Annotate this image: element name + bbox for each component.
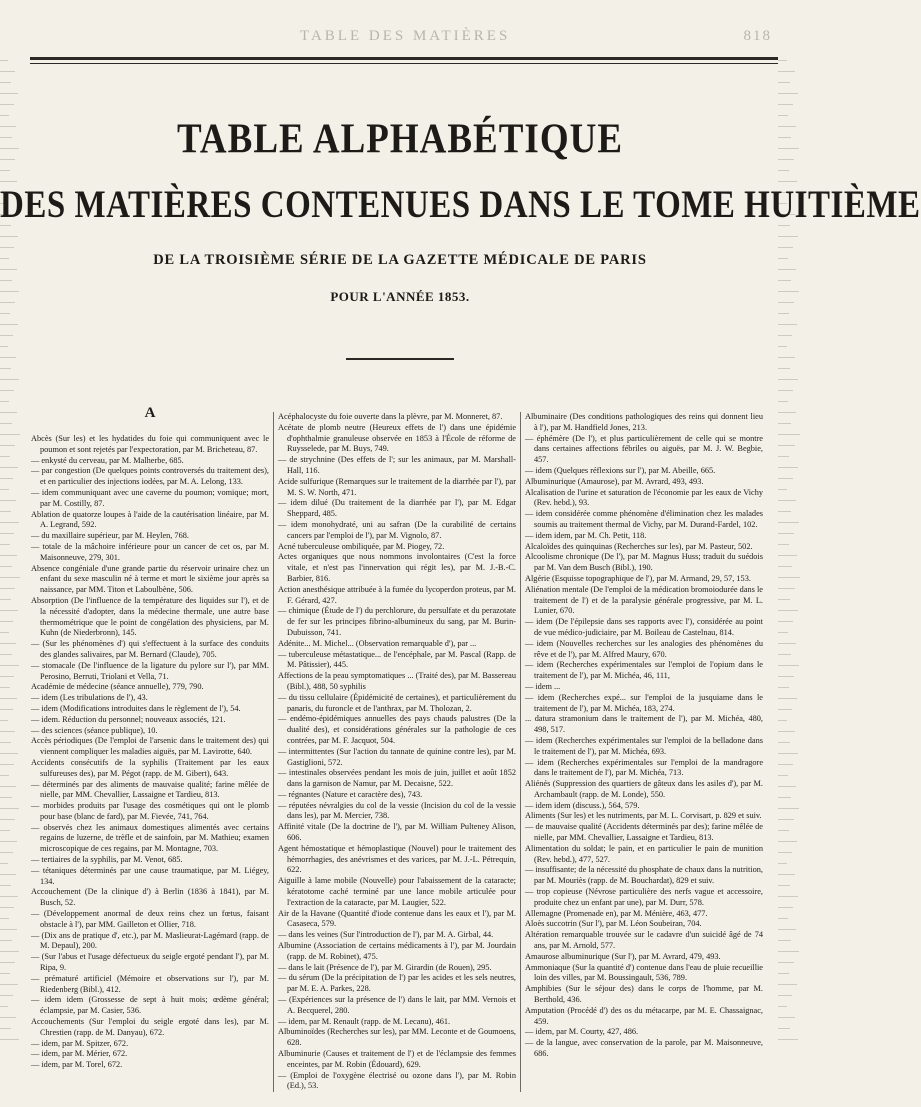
index-entry: — stomacale (De l'influence de la ligature du pylore sur l'), par MM. Perosino, Berruti, Triolani et Vella, 71. xyxy=(31,660,269,681)
index-entry: — (Dix ans de pratique d', etc.), par M. Maslieurat-Lagémard (rapp. de M. Depaul), 200. xyxy=(31,930,269,951)
index-entry: — du tissu cellulaire (Épidémicité de certaines), et particulièrement du panaris, du furoncle et de l'anthrax, par M. Tholozan, 2. xyxy=(278,692,516,713)
index-entry: — (Sur les phénomènes d') qui s'effectuent à la surface des conduits des glandes salivaires, par M. Bernard (Claude), 705. xyxy=(31,639,269,659)
column-entries xyxy=(31,434,269,1071)
index-entry: — intermittentes (Sur l'action du tannate de quinine contre les), par M. Gastiglioni, 572. xyxy=(278,746,516,767)
index-entry: Amaurose albuminurique (Sur l'), par M. Avrard, 479, 493. xyxy=(525,951,721,961)
index-entry: Accès périodiques (De l'emploi de l'arsenic dans le traitement des) qui viennent compliquer les maladies aiguës, par M. Lavirotte, 640. xyxy=(31,736,269,757)
index-entry: Accidents consécutifs de la syphilis (Traitement par les eaux sulfureuses des), par M. Pégot (rapp. de M. Gibert), 643. xyxy=(31,757,269,778)
index-entry: Albuminaire (Des conditions pathologiques des reins qui donnent lieu à l'), par M. Handfield Jones, 213. xyxy=(525,412,763,432)
index-entry: — idem (Recherches expérimentales sur l'emploi de l'opium dans le traitement de l'), par M. Michéa, 46, 111, xyxy=(525,660,763,681)
index-entry: — dans les veines (Sur l'introduction de l'), par M. A. Girbal, 44. xyxy=(278,930,494,940)
index-entry: Albuminurique (Amaurose), par M. Avrard, 493, 493. xyxy=(525,476,704,486)
index-entry: — des sciences (séance publique), 10. xyxy=(31,725,158,735)
index-entry: — idem idem (discuss.), 564, 579. xyxy=(525,800,640,810)
index-entry: ... datura stramonium dans le traitement de l'), par M. Michéa, 480, 498, 517. xyxy=(525,714,763,735)
index-entry: Aloès succotrin (Sur l'), par M. Léon Soubeiran, 704. xyxy=(525,919,702,929)
index-entry: Alcalisation de l'urine et saturation de l'économie par les eaux de Vichy (Rev. hebd.), 93. xyxy=(525,487,763,508)
title-block xyxy=(0,115,921,305)
index-entry: Allemagne (Promenade en), par M. Ménière, 463, 477. xyxy=(525,908,708,918)
index-entry: — idem (Quelques réflexions sur l'), par M. Abeille, 665. xyxy=(525,465,716,475)
index-entry: — idem (Nouvelles recherches sur les analogies des phénomènes du rêve et de l'), par M. Alfred Maury, 670. xyxy=(525,638,763,659)
index-entry: — idem communiquant avec une caverne du poumon; vomique; mort, par M. Costilly, 87. xyxy=(31,487,269,508)
index-column-2 xyxy=(278,412,516,1102)
index-entry: Ammoniaque (Sur la quantité d') contenue dans l'eau de pluie recueillie loin des villes, par M. Boussingault, 536, 789. xyxy=(525,962,763,983)
index-entry: Acide sulfurique (Remarques sur le traitement de la diarrhée par l'), par M. S. W. North, 471. xyxy=(278,476,516,497)
index-entry: — idem (Recherches expérimentales sur l'emploi de la mandragore dans le traitement de l'), par M. Michéa, 713. xyxy=(525,757,763,778)
index-entry: — (Sur l'abus et l'usage défectueux du seigle ergoté pendant l'), par M. Ripa, 9. xyxy=(31,952,269,973)
index-entry: — réputées névralgies du col de la vessie (Incision du col de la vessie dans les), par M. Mercier, 738. xyxy=(278,800,516,821)
index-entry: — idem, par M. Mérier, 672. xyxy=(31,1049,128,1059)
index-entry: Affections de la peau symptomatiques ... (Traité des), par M. Bassereau (Bibl.), 488, 50 syphilis xyxy=(278,671,516,691)
index-entry: — tertiaires de la syphilis, par M. Venot, 685. xyxy=(31,855,183,865)
index-entry: — chimique (Étude de l') du perchlorure, du persulfate et du perazotate de fer sur les principes fibrino-albumineux du sang, par M. Burin-Dubuisson, 741. xyxy=(278,606,516,637)
index-entry: Ablation de quatorze loupes à l'aide de la cautérisation linéaire, par M. A. Legrand, 592. xyxy=(31,509,269,530)
index-entry: Albuminoïdes (Recherches sur les), par MM. Leconte et de Goumoens, 628. xyxy=(278,1027,516,1048)
index-entry: — de la langue, avec conservation de la parole, par M. Maisonneuve, 686. xyxy=(525,1038,763,1059)
index-column-3 xyxy=(525,412,763,1102)
index-entry: — totale de la mâchoire inférieure pour un cancer de cet os, par M. Maisonneuve, 279, 301. xyxy=(31,541,269,562)
index-entry: Amputation (Procédé d') des os du métacarpe, par M. E. Chassaignac, 459. xyxy=(525,1005,763,1026)
title-line-3: DE LA TROISIÈME SÉRIE DE LA GAZETTE MÉDICALE DE PARIS xyxy=(153,252,647,268)
index-entry: — dans le lait (Présence de l'), par M. Girardin (de Rouen), 295. xyxy=(278,962,492,972)
index-entry: Accouchement (De la clinique d') à Berlin (1836 à 1841), par M. Busch, 52. xyxy=(31,887,269,908)
index-entry: Accouchements (Sur l'emploi du seigle ergoté dans les), par M. Chrestien (rapp. de M. Danyau), 672. xyxy=(31,1017,269,1037)
index-entry: — idem dilué (Du traitement de la diarrhée par l'), par M. Edgar Sheppard, 485. xyxy=(278,498,516,519)
index-entry: Altération remarquable trouvée sur le cadavre d'un suicidé âgé de 74 ans, par M. Arnold, 577. xyxy=(525,930,763,951)
index-entry: — tétaniques déterminés par une cause traumatique, par M. Liégey, 134. xyxy=(31,865,269,886)
index-entry: Académie de médecine (séance annuelle), 779, 790. xyxy=(31,682,204,692)
index-entry: — insuffisante; de la nécessité du phosphate de chaux dans la nutrition, par M. Mouriès (rapp. de M. Bouchardat), 829 et suiv. xyxy=(525,865,763,886)
index-entry: Abcès (Sur les) et les hydatides du foie qui communiquent avec le poumon et sont rejetés par l'expectoration, par M. Bricheteau, 87. xyxy=(31,434,269,454)
index-entry: Albumine (Association de certains médicaments à l'), par M. Jourdain (rapp. de M. Robinet), 475. xyxy=(278,941,516,961)
index-entry: — idem considérée comme phénomène d'élimination chez les malades soumis au traitement thermal de Vichy, par M. Durand-Fardel, 102. xyxy=(525,509,763,529)
title-line-4: POUR L'ANNÉE 1853. xyxy=(330,289,470,304)
title-line-1: TABLE ALPHABÉTIQUE xyxy=(176,115,623,164)
index-entry: — idem. Réduction du personnel; nouveaux associés, 121. xyxy=(31,714,226,724)
index-entry: — du maxillaire supérieur, par M. Heylen, 768. xyxy=(31,531,189,541)
index-entry: — morbides produits par l'usage des cosmétiques qui ont le plomb pour base (blanc de fard), par M. Fievée, 741, 764. xyxy=(31,801,269,821)
index-entry: Action anesthésique attribuée à la fumée du lycoperdon proteus, par M. F. Gérard, 427. xyxy=(278,584,516,605)
page-number: 818 xyxy=(743,28,772,44)
header-rule-thick xyxy=(30,57,778,60)
index-entry: — idem, par M. Courty, 427, 486. xyxy=(525,1027,639,1037)
index-entry: — idem (De l'épilepsie dans ses rapports avec l'), considérée au point de vue médico-judiciaire, par M. Boileau de Castelnau, 814. xyxy=(525,617,763,637)
index-entry: — (Développement anormal de deux reins chez un fœtus, faisant obstacle à l'), par MM. Gailleton et Ollier, 718. xyxy=(31,909,269,929)
index-entry: — idem (Modifications introduites dans le règlement de l'), 54. xyxy=(31,703,241,713)
index-entry: — déterminés par des aliments de mauvaise qualité; farine mêlée de nielle, par MM. Chevallier, Lassaigne et Tardieu, 813. xyxy=(31,779,269,800)
index-entry: Acétate de plomb neutre (Heureux effets de l') dans une épidémie d'ophthalmie granuleuse observée en 1853 à l'École de réforme de Ruysselede, par M. Buys, 749. xyxy=(278,422,516,454)
index-entry: — idem idem (Grossesse de sept à huit mois; œdème général; éclampsie, par M. Casier, 536. xyxy=(31,995,269,1016)
index-entry: Absorption (De l'influence de la température des liquides sur l'), et de la nécessité d'adopter, dans la médecine thermale, une autre base thermométrique que le point de congélation des physiciens, par M. Kuhn (de Niederbronn), 145. xyxy=(31,595,269,638)
index-entry: Algérie (Esquisse topographique de l'), par M. Armand, 29, 57, 153. xyxy=(525,573,751,583)
title-rule xyxy=(346,358,454,360)
index-entry: — idem monohydraté, uni au safran (De la curabilité de certains cancers par l'emploi de l'), par M. Vignolo, 87. xyxy=(278,519,516,540)
index-entry: — idem ... xyxy=(525,681,561,691)
index-entry: — idem (Les tribulations de l'), 43. xyxy=(31,693,148,703)
index-entry: Aiguille à lame mobile (Nouvelle) pour l'abaissement de la cataracte; kératotome caché terminé par une lance mobile articulée pour l'extraction de la cataracte, par M. Laugier, 522. xyxy=(278,876,516,907)
index-entry: Alcoolisme chronique (De l'), par M. Magnus Huss; traduit du suédois par M. Van dem Busch (Bibl.), 190. xyxy=(525,552,763,573)
index-entry: Acéphalocyste du foie ouverte dans la plèvre, par M. Monneret, 87. xyxy=(278,412,503,421)
index-entry: — de mauvaise qualité (Accidents déterminés par des); farine mêlée de nielle, par MM. Chevallier, Lassaigne et Tardieu, 813. xyxy=(525,822,763,843)
index-column-1 xyxy=(31,405,269,1098)
column-divider xyxy=(520,412,521,1092)
index-entry: Amphibies (Sur le séjour des) dans le corps de l'homme, par M. Berthold, 436. xyxy=(525,984,763,1005)
index-entry: Actes organiques que nous nommons involontaires (C'est la force vitale, et n'est pas l'innervation qui régit les), par M. J.-B.-C. Barbier, 816. xyxy=(278,552,516,583)
index-entry: Alcaloïdes des quinquinas (Recherches sur les), par M. Pasteur, 502. xyxy=(525,541,753,551)
index-entry: Agent hémostatique et hémoplastique (Nouvel) pour le traitement des hémorrhagies, des anévrismes et des varices, par M. J.-L. Pétrequin, 622. xyxy=(278,843,516,875)
header-rule-thin xyxy=(30,63,778,64)
section-letter: A xyxy=(144,405,156,421)
index-entry: — idem (Recherches expérimentales sur l'emploi de la belladone dans le traitement de l'), par M. Michéa, 693. xyxy=(525,735,763,756)
index-entry: — idem, par M. Renault (rapp. de M. Lecanu), 461. xyxy=(278,1016,451,1026)
index-entry: — idem (Recherches expé... sur l'emploi de la jusquiame dans le traitement de l'), par M. Michéa, 183, 274. xyxy=(525,692,763,713)
index-entry: Absence congéniale d'une grande partie du réservoir urinaire chez un enfant du sexe masculin né à terme et mort le sixième jour après sa naissance, par MM. Titon et Laboulbène, 506. xyxy=(31,563,269,595)
index-entry: — (Expériences sur la présence de l') dans le lait, par MM. Vernois et A. Becquerel, 280. xyxy=(278,995,516,1015)
index-entry: — (Emploi de l'oxygène électrisé ou ozone dans l'), par M. Robin (Ed.), 53. xyxy=(278,1070,516,1091)
index-entry: Adénite... M. Michel... (Observation remarquable d'), par ... xyxy=(278,638,477,648)
column-entries xyxy=(525,412,763,1060)
index-entry: Aliments (Sur les) et les nutriments, par M. L. Corvisart, p. 829 et suiv. xyxy=(525,811,762,821)
index-entry: Affinité vitale (De la doctrine de l'), par M. William Pulteney Alison, 606. xyxy=(278,822,516,843)
title-line-2: DES MATIÈRES CONTENUES DANS LE TOME HUITIÈME xyxy=(0,183,921,227)
index-entry: — intestinales observées pendant les mois de juin, juillet et août 1852 dans la garnison de Namur, par M. Decaisne, 522. xyxy=(278,768,516,789)
index-entry: Aliénation mentale (De l'emploi de la médication bromoiodurée dans le traitement de l') et de la paralysie générale progressive, par M. L. Lunier, 670. xyxy=(525,584,763,616)
index-entry: Acné tuberculeuse ombiliquée, par M. Piogey, 72. xyxy=(278,541,445,551)
index-entry: — de strychnine (Des effets de l'; sur les animaux, par M. Marshall-Hall, 116. xyxy=(278,455,516,475)
column-divider xyxy=(273,412,274,1092)
index-entry: — idem, par M. Spitzer, 672. xyxy=(31,1038,129,1048)
index-entry: — tuberculeuse métastatique... de l'encéphale, par M. Pascal (Rapp. de M. Pâtissier), 445. xyxy=(278,649,516,670)
index-entry: — endémo-épidémiques annuelles des pays chauds palustres (De la dualité des), et considérations générales sur la pathologie de ces contrées, par M. F. Jacquot, 504. xyxy=(278,714,516,745)
index-entry: — idem, par M. Torel, 672. xyxy=(31,1060,123,1070)
running-head-title: TABLE DES MATIÈRES xyxy=(300,28,511,44)
index-entry: — observés chez les animaux domestiques alimentés avec certains regains de luzerne, de trèfle et de sainfoin, par M. Mathieu; examen microscopique de ces regains, par M. Montagne, 703. xyxy=(31,822,269,854)
index-entry: — prématuré artificiel (Mémoire et observations sur l'), par M. Riedenberg (Bibl.), 412. xyxy=(31,973,269,994)
running-head xyxy=(0,28,800,52)
index-entry: — du sérum (De la précipitation de l') par les acides et les sels neutres, par M. E. A. Parkes, 228. xyxy=(278,973,516,994)
index-entry: — idem idem, par M. Ch. Petit, 118. xyxy=(525,530,647,540)
index-entry: Air de la Havane (Quantité d'iode contenue dans les eaux et l'), par M. Casaseca, 579. xyxy=(278,908,516,929)
index-entry: — éphémère (De l'), et plus particulièrement de celle qui se montre dans certaines affections fébriles ou aiguës, par M. J. W. Begbie, 457. xyxy=(525,433,763,465)
index-entry: Aliénés (Suppression des quartiers de gâteux dans les asiles d'), par M. Archambault (rapp. de M. Londe), 550. xyxy=(525,779,763,799)
index-entry: — régnantes (Nature et caractère des), 743. xyxy=(278,789,423,799)
index-entry: Alimentation du soldat; le pain, et en particulier le pain de munition (Rev. hebd.), 477, 527. xyxy=(525,843,763,864)
index-entry: — enkysté du cerveau, par M. Malherbe, 685. xyxy=(31,455,184,465)
index-entry: Albuminurie (Causes et traitement de l') et de l'éclampsie des femmes enceintes, par M. Robin (Édouard), 629. xyxy=(278,1049,516,1069)
index-entry: — par congestion (De quelques points controversés du traitement des), et en particulier des injections iodées, par M. A. Lelong, 133. xyxy=(31,466,269,487)
column-entries xyxy=(278,412,516,1092)
index-entry: — trop copieuse (Névrose particulière des nerfs vague et accessoire, produite chez un enfant par une), par M. Durr, 578. xyxy=(525,887,763,907)
